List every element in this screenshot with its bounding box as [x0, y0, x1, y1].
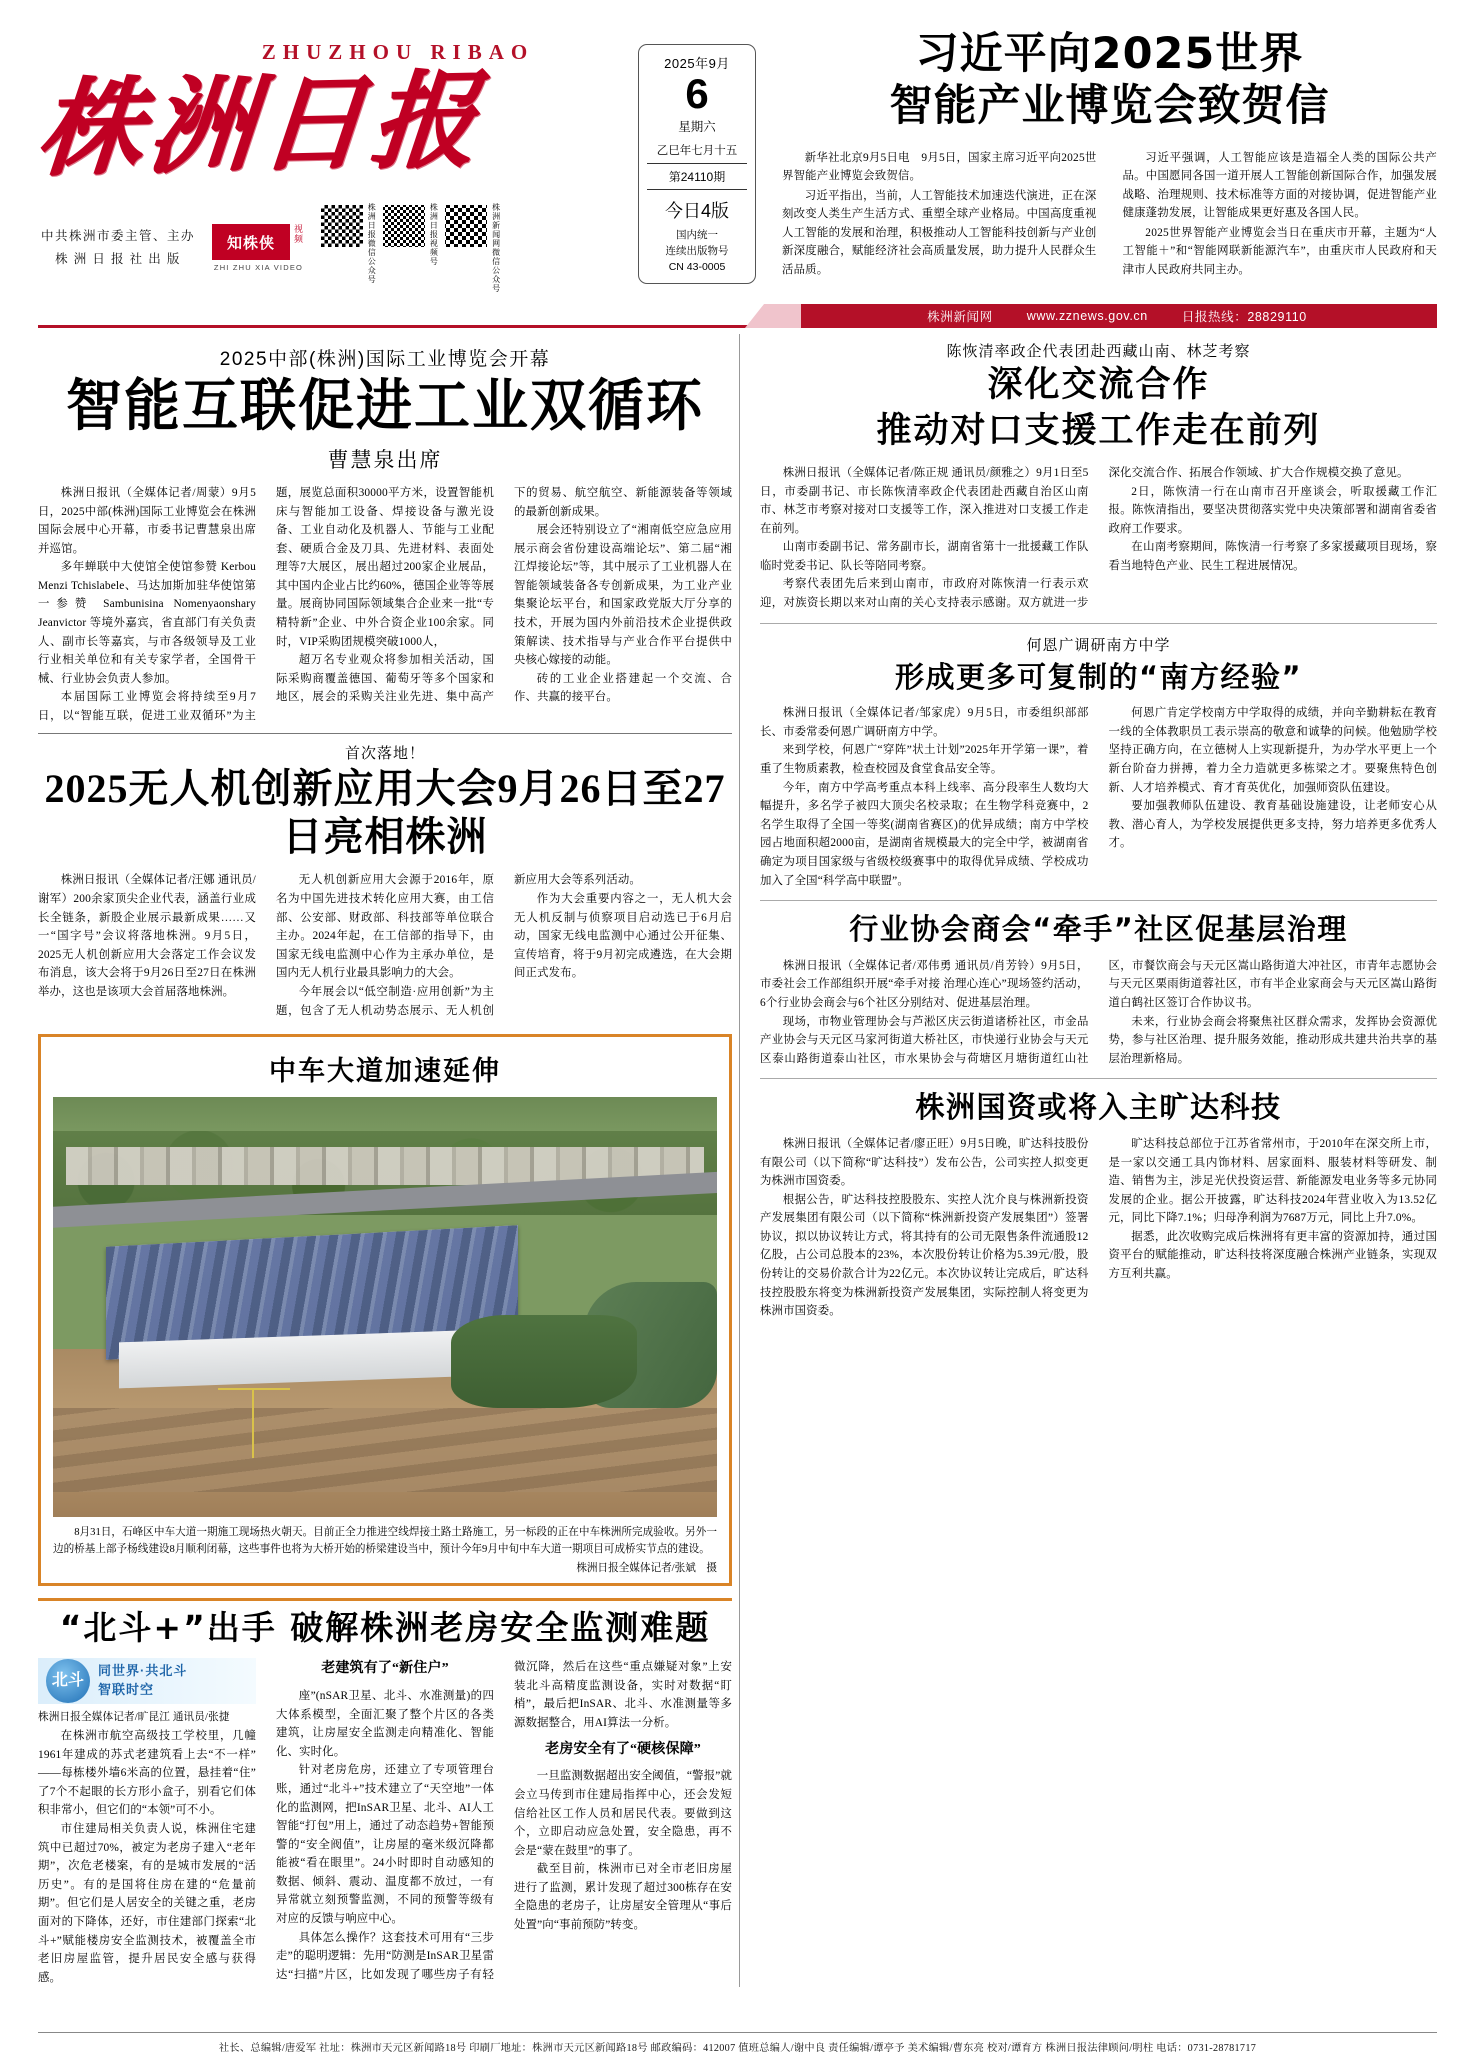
paragraph: 要加强教师队伍建设、教育基础设施建设，让老师安心从教、潜心育人，为学校发展提供更多支持，努力培养更多优秀人才。 — [1108, 800, 1437, 850]
video-logo-pinyin: ZHI ZHU XIA VIDEO — [213, 263, 304, 273]
nanfang-story-body — [760, 704, 1437, 890]
tibet-headline-line-1: 深化交流合作 — [987, 365, 1210, 405]
cn-code-block — [643, 227, 751, 276]
qr-code-icon[interactable] — [319, 203, 365, 249]
main-story-byline: 曹慧泉出席 — [327, 448, 443, 472]
paragraph: 在山南考察期间，陈恢清一行考察了多家援藏项目现场，察看当地特色产业、民生工程进展情况。 — [1108, 541, 1437, 572]
photo-caption: 8月31日，石峰区中车大道一期施工现场热火朝天。目前正全力推进空线焊接土路土路施工，另一标段的正在中车株洲所完成验收。另外一边的桥基上部予杨线建设8月顺利闭幕，这些事件也将为大桥开始的桥梁建设当中，预计今年9月中旬中车大道一期项目可成桥实节点的建设。 — [53, 1527, 717, 1556]
beidou-badge-icon: 北斗 — [46, 1659, 90, 1703]
beidou-story-body — [38, 1658, 732, 1987]
paragraph: 何恩广肯定学校南方中学取得的成绩，并向辛勤耕耘在教育一线的全体教职员工表示崇高的敬意和诚挚的问候。他勉励学校坚持正确方向，在立德树人上实现新提升，为办学水平更上一个新台阶奋力拼搏，着力全力造就更多栋梁之才。要聚焦特色创新、人才培养模式、育才育英优化，加强师资队伍建设。 — [1108, 707, 1437, 794]
qr-code-group — [319, 203, 501, 293]
paragraph: 座”(nSAR卫星、北斗、水准测量)的四大体系模型，全面汇聚了整个片区的各类建筑，让房屋安全监测走向精准化、智能化、实时化。 — [276, 1690, 494, 1758]
qr-item[interactable] — [443, 203, 500, 293]
masthead — [0, 0, 1475, 300]
paragraph: 旷达科技总部位于江苏省常州市，于2010年在深交所上市，是一家以交通工具内饰材料、居家面料、服装材料等研发、制造、销售为主，涉足光伏投资运营、新能源发电业务等多元协同发展的企业。据公开披露，旷达科技2024年营业收入为13.52亿元，同比下降7.1%；归母净利润为7687万元，同比上升7.0%。 — [1108, 1137, 1437, 1225]
paragraph: 作为大会重要内容之一，无人机大会无人机反制与侦察项目启动选已于6月启动，国家无线电监测中心通过公开征集、宣传培育，将于9月初完成遴选，在大会期间正式发布。 — [514, 893, 732, 980]
paragraph: 今年，南方中学高考重点本科上线率、高分段率生人数均大幅提升，多名学子被四大顶尖名校录取；在生物学科竞赛中，2名学生取得了全国一等奖(湖南省赛区)的优异成绩；南方中学校园占地面积超2000亩，是湖南省规模最大的完全中学，被湖南省确定为项目国家级与省级校级赛事中的取得优异成绩、学校成功加入了全国“科学高中联盟”。 — [760, 781, 1089, 887]
paragraph: 砖的工业企业搭建起一个交流、合作、共赢的接平台。 — [514, 672, 732, 704]
beidou-logo-bar — [38, 1658, 256, 1704]
paragraph: 市住建局相关负责人说，株洲住宅建筑中已超过70%，被定为老房子建入“老年期”，次危老楼案，有的是城市发展的“活历史”。有的是国将住房在建的“危量前期”。但它们是人居安全的关键之重，老房面对的下降体，还好，市住建部门探索“北斗+”赋能楼房安全监测技术，被覆盖全市老旧房屋监管，提升居民安全感与获得感。 — [38, 1823, 256, 1984]
top-lead-headline-line-2: 智能产业博览会致贺信 — [889, 81, 1330, 132]
guozi-story-body — [760, 1135, 1437, 1321]
nanfang-story-headline: 形成更多可复制的“南方经验” — [894, 659, 1303, 694]
beidou-credit: 株洲日报全媒体记者/旷昆江 通讯员/张捷 — [38, 1712, 230, 1724]
paragraph: 无人机创新应用大会源于2016年，原名为中国先进技术转化应用大赛，由工信部、公安部、财政部、科技部等单位联合主办。2024年起，在工信部的指导下，由国家无线电监测中心作为主承办单位，是国内无人机行业最具影响力的大会。 — [276, 874, 494, 980]
issue-number: 第24110期 — [647, 163, 747, 190]
red-banner-rule — [38, 304, 797, 328]
paragraph: 习近平指出，当前，人工智能技术加速迭代演进，正在深刻改变人类生产生活方式、重塑全球产业格局。中国高度重视人工智能的发展和治理，积极推动人工智能科技创新与产业创新深度融合，赋能经济社会高质量发展，助力提升人民群众生活品质。 — [782, 189, 1097, 276]
photo-crane — [252, 1388, 254, 1458]
date-box — [638, 44, 756, 284]
beidou-logo-text — [98, 1662, 187, 1700]
beidou-subhead-1: 老建筑有了“新住户” — [321, 1661, 449, 1677]
paragraph: 在株洲市航空高级技工学校里，几幢1961年建成的苏式老建筑看上去“不一样”——每栋楼外墙6米高的位置，悬挂着“住”了7个不起眼的长方形小盒子，别看它们体积非常小，但它们的“本领”可不小。 — [38, 1730, 256, 1817]
beidou-logo-line-2: 智联时空 — [98, 1682, 155, 1698]
beidou-subhead-2: 老房安全有了“硬核保障” — [545, 1741, 701, 1757]
video-logo-side: 视频 — [293, 224, 303, 245]
paragraph: 本届国际工业博览会将持续至9月7日，以“智能互联，促进工业双循环”为主题，展览总面积30000平方米，设置智能机床与智能加工设备、焊接设备与激光设备、工业自动化及机器人、节能与工业配套、硬质合金及刀具、先进材料、表面处理等7大展区，展出超过200家企业展品，其中国内企业占比约60%，德国企业等等展量。展商协同国际领域集合企业来一批“专精特新”企业、中外合资企业100余家。同时，VIP采购团规模突破1000人， — [38, 486, 494, 722]
top-lead-body — [782, 149, 1437, 280]
top-lead-story — [756, 18, 1437, 280]
tibet-story-kicker: 陈恢清率政企代表团赴西藏山南、林芝考察 — [946, 343, 1251, 360]
page-footer: 社长、总编辑/唐爱军 社址：株洲市天元区新闻路18号 印刷厂地址：株洲市天元区新闻路18号 邮政编码：412007 值班总编人/谢中良 责任编辑/谭亭予 美术编辑/曹东亮 校对/谭育方 株洲日报法律顾问/明柱 电话：0731-28781717 — [38, 2032, 1437, 2054]
guozi-story-headline: 株洲国资或将入主旷达科技 — [915, 1090, 1282, 1125]
orange-divider — [38, 1598, 732, 1601]
tibet-story-headline — [760, 363, 1437, 454]
paragraph: 一旦监测数据超出安全阈值，“警报”就会立马传到市住建局指挥中心，还会发短信给社区工作人员和居民代表。要做到这个，立即启动应急处置，安全隐患，再不会是“蒙在鼓里”的事了。 — [514, 1770, 732, 1857]
masthead-left — [32, 18, 638, 294]
paragraph: 多年蝉联中大使馆全使馆参赞 Kerbou Menzi Tchislabele、马达加斯加驻华使馆第一参赞 Sambunisina Nomenyaonshary Jeanvictor 等境外嘉宾，省直部门有关负责人、副市长等嘉宾，与市各级领导及工业行业相关单位和有关专家学者，全国骨干械、行业协会负责人参加。 — [38, 561, 256, 685]
main-content — [0, 334, 1475, 1987]
red-banner-info — [797, 304, 1437, 328]
divider — [760, 900, 1437, 901]
main-story-headline: 智能互联促进工业双循环 — [66, 374, 704, 439]
red-banner — [38, 304, 1437, 328]
nanfang-story-kicker: 何恩广调研南方中学 — [1026, 636, 1171, 654]
hangye-story-body — [760, 957, 1437, 1068]
qr-code-icon[interactable] — [381, 203, 427, 249]
masthead-pinyin: ZHUZHOU RIBAO — [261, 40, 535, 64]
qr-item[interactable] — [319, 203, 376, 284]
paragraph: 针对老房危房，还建立了专项管理台账，通过“北斗+”技术建立了“天空地”一体化的监测网，把InSAR卫星、北斗、AI人工智能“打包”用上，通过了动态趋势+智能预警的“安全阀值”，让房屋的毫米级沉降都能被“看在眼里”。24小时即时自动感知的数据、倾斜、震动、温度都不放过，一有异常就立刻预警监测，不同的预警等级有对应的反馈与响应中心。 — [276, 1764, 494, 1925]
paragraph: 现场，市物业管理协会与芦淞区庆云街道诸桥社区，市金品产业协会与天元区马家河街道大桥社区，市快递行业协会与天元区泰山路街道泰山社区，市水果协会与荷塘区月塘街道红山社区，市餐饮商会与天元区嵩山路街道大冲社区，市青年志愿协会与天元区栗雨街道蓉社区，市有半企业家商会与天元区嵩山路街道白鹤社区签订合作协议书。 — [760, 959, 1437, 1065]
beidou-story-headline: “北斗+”出手 破解株洲老房安全监测难题 — [59, 1607, 711, 1647]
tibet-headline-line-2: 推动对口支援工作走在前列 — [876, 410, 1321, 451]
paragraph: 具体怎么操作？这套技术可用有“三步走”的聪明逻辑：先用“防测是InSAR卫星雷达“扫描”片区，比如发现了哪些房子有轻微沉降，然后在这些“重点嫌疑对象”上安装北斗高精度监测设备，实时对数据“盯梢”，最后把InSAR、北斗、水准测量等多源数据整合，用AI算法一分析。 — [276, 1661, 732, 1981]
paragraph: 株洲日报讯（全媒体记者/邓伟勇 通讯员/肖芳铃）9月5日，市委社会工作部组织开展“牵手对接 治理心连心”现场签约活动，6个行业协会商会与6个社区分别结对、促进基层治理。 — [760, 959, 1089, 1009]
drone-story-kicker: 首次落地！ — [344, 745, 425, 763]
paragraph: 根据公告，旷达科技控股股东、实控人沈介良与株洲新投资产发展集团有限公司（以下简称“株洲新投资产发展集团”）签署协议，拟以协议转让方式，将其持有的公司无限售条件流通股12亿股，占公司总股本的23%，本次股份转让价格为5.39元/股，股份转让的交易价款合计为22亿元。本次协议转让完成后，旷达科技控股股东将变为株洲新投资产发展集团，实际控制人将变更为株洲市国资委。 — [760, 1193, 1089, 1318]
publisher-line-2: 株 洲 日 报 社 出 版 — [55, 252, 181, 267]
qr-item[interactable] — [381, 203, 438, 266]
paragraph: 今年展会以“低空制造·应用创新”为主题，包含了无人机动势态展示、无人机创新应用大会等系列活动。 — [276, 874, 641, 1017]
date-lunar: 乙巳年七月十五 — [656, 144, 738, 157]
site-url[interactable]: www.zznews.gov.cn — [1026, 309, 1148, 323]
video-logo: 知株侠 — [212, 224, 290, 260]
top-lead-headline — [782, 28, 1437, 133]
cn-line-1: 国内统一 — [676, 228, 718, 241]
paragraph: 株洲日报讯（全媒体记者/汪娜 通讯员/谢军）200余家顶尖企业代表，涵盖行业成长全链条，新股企业展示最新成果……又一“国字号”会议将落地株洲。9月5日，2025无人机创新应用大会落定工作会议发布消息，该大会将于9月26日至27日在株洲举办，这也是该项大会首届落地株洲。 — [38, 874, 256, 998]
hangye-story-headline: 行业协会商会“牵手”社区促基层治理 — [849, 912, 1348, 947]
paragraph: 超万名专业观众将参加相关活动，国际采购商覆盖德国、葡萄牙等多个国家和地区，展会的采购关注业先进、集中高产下的贸易、航空航空、新能源装备等领域的最新创新成果。 — [276, 486, 732, 704]
beidou-logo-line-1: 同世界·共北斗 — [98, 1663, 188, 1679]
date-day: 6 — [685, 70, 709, 117]
paragraph: 2025世界智能产业博览会当日在重庆市开幕，主题为“人工智能＋”和“智能网联新能源汽车”，由重庆市人民政府和天津市人民政府共同主办。 — [1122, 226, 1437, 276]
paragraph: 2日，陈恢清一行在山南市召开座谈会，听取援藏工作汇报。陈恢清指出，要坚决贯彻落实党中央决策部署和湖南省委省政府工作要求。 — [1108, 485, 1437, 535]
publisher-info — [38, 225, 198, 273]
paragraph: 山南市委副书记、常务副市长，湖南省第十一批援藏工作队临时党委书记、队长等陪同考察。 — [760, 541, 1089, 572]
paragraph: 来到学校，何恩广“穿阵”状土计划”2025年开学第一课”，着重了生物质素教，检查校园及食堂食品安全等。 — [760, 744, 1089, 776]
qr-label: 株洲日报微信公众号 — [367, 203, 377, 285]
paragraph: 习近平强调，人工智能应该是造福全人类的国际公共产品。中国愿同各国一道开展人工智能创新国际合作，加强发展战略、治理规则、技术标准等方面的对接协调，促进智能产业健康蓬勃发展，让智能成果更好惠及各国人民。 — [1122, 151, 1437, 220]
photo-rails — [53, 1408, 717, 1492]
photo-credit: 株洲日报全媒体记者/张斌 摄 — [576, 1562, 717, 1574]
drone-story-headline: 2025无人机创新应用大会9月26日至27日亮相株洲 — [44, 766, 726, 860]
main-story-kicker: 2025中部(株洲)国际工业博览会开幕 — [219, 349, 551, 370]
paragraph: 展会还特别设立了“湘南低空应急应用展示商会省份建设高端论坛”、第二届“湘江焊接论坛”等，其中展示了工业机器人在智能领域装备各专创新成果，为工业产业集聚论坛平台，和国家政党版大厅分享的技术，开展为国内外前沿技术企业提供政策解读、技术指导与产业合作平台提供中央核心嫁接的动能。 — [514, 524, 732, 667]
paragraph: 据悉，此次收购完成后株洲将有更丰富的资源加持，通过国资平台的赋能推动，旷达科技将深度融合株洲产业链条，实现双方互利共赢。 — [1108, 1230, 1437, 1280]
divider — [760, 623, 1437, 624]
publisher-line-1: 中共株洲市委主管、主办 — [40, 228, 195, 243]
paragraph: 株洲日报讯（全媒体记者/陈正规 通讯员/颜雅之）9月1日至5日，市委副书记、市长陈恢清率政企代表团赴西藏自治区山南市、林芝市考察对接对口支援等工作，深入推进对口支援工作走在前列。 — [760, 467, 1089, 535]
vertical-rule — [739, 334, 740, 1987]
top-lead-column-2 — [1123, 149, 1438, 280]
site-name: 株洲新闻网 — [927, 310, 993, 324]
hotline: 日报热线：28829110 — [1181, 310, 1307, 324]
page-count: 今日4版 — [664, 200, 729, 221]
qr-label: 株洲日报视频号 — [429, 203, 439, 267]
video-brand[interactable] — [212, 224, 305, 272]
cn-code: CN 43-0005 — [668, 261, 726, 274]
date-weekday: 星期六 — [678, 119, 716, 134]
paragraph: 未来，行业协会商会将聚焦社区群众需求，发挥协会资源优势，参与社区治理、提升服务效能，推动形成共建共治共享的基层治理新格局。 — [1108, 1015, 1437, 1065]
left-column-zone — [38, 334, 732, 1987]
paragraph: 新华社北京9月5日电 9月5日，国家主席习近平向2025世界智能产业博览会致贺信。 — [782, 151, 1097, 183]
photo-image — [53, 1097, 717, 1517]
photo-greenery — [451, 1315, 637, 1407]
photo-title: 中车大道加速延伸 — [269, 1056, 501, 1088]
paragraph: 截至目前，株洲市已对全市老旧房屋进行了监测，累计发现了超过300栋存在安全隐患的老房子，让房屋安全管理从“事后处置”向“事前预防”转变。 — [514, 1863, 732, 1931]
paragraph: 株洲日报讯（全媒体记者/廖正旺）9月5日晚，旷达科技股份有限公司（以下简称“旷达科技”）发布公告，公司实控人拟变更为株洲市国资委。 — [760, 1137, 1089, 1188]
divider — [760, 1078, 1437, 1079]
qr-code-icon[interactable] — [443, 203, 489, 249]
paragraph: 考察代表团先后来到山南市，市政府对陈恢清一行表示欢迎，对族资长期以来对山南的关心支持表示感谢。双方就进一步深化交流合作、拓展合作领域、扩大合作规模交换了意见。 — [760, 467, 1409, 610]
masthead-title: 株洲日报 — [32, 56, 488, 191]
date-year-month: 2025年9月 — [664, 56, 730, 71]
column-gutter — [732, 334, 746, 1987]
qr-label: 株洲新闻网微信公众号 — [491, 203, 501, 294]
paragraph: 株洲日报讯（全媒体记者/邹家虎）9月5日，市委组织部部长、市委常委何恩广调研南方中学。 — [760, 707, 1089, 738]
drone-story-body — [38, 871, 732, 1020]
top-lead-column-1 — [782, 149, 1097, 280]
paragraph: 株洲日报讯（全媒体记者/周蒙）9月5日，2025中部(株洲)国际工业博览会在株洲国际会展中心开幕，市委书记曹慧泉出席并巡馆。 — [38, 486, 256, 555]
right-column-zone — [746, 334, 1437, 1987]
photo-story — [38, 1034, 732, 1586]
tibet-story-body — [760, 464, 1437, 613]
main-story-body — [38, 484, 732, 726]
cn-line-2: 连续出版物号 — [665, 245, 729, 258]
top-lead-headline-line-1: 习近平向2025世界 — [915, 29, 1304, 79]
divider — [38, 733, 732, 734]
masthead-subinfo — [38, 203, 638, 293]
